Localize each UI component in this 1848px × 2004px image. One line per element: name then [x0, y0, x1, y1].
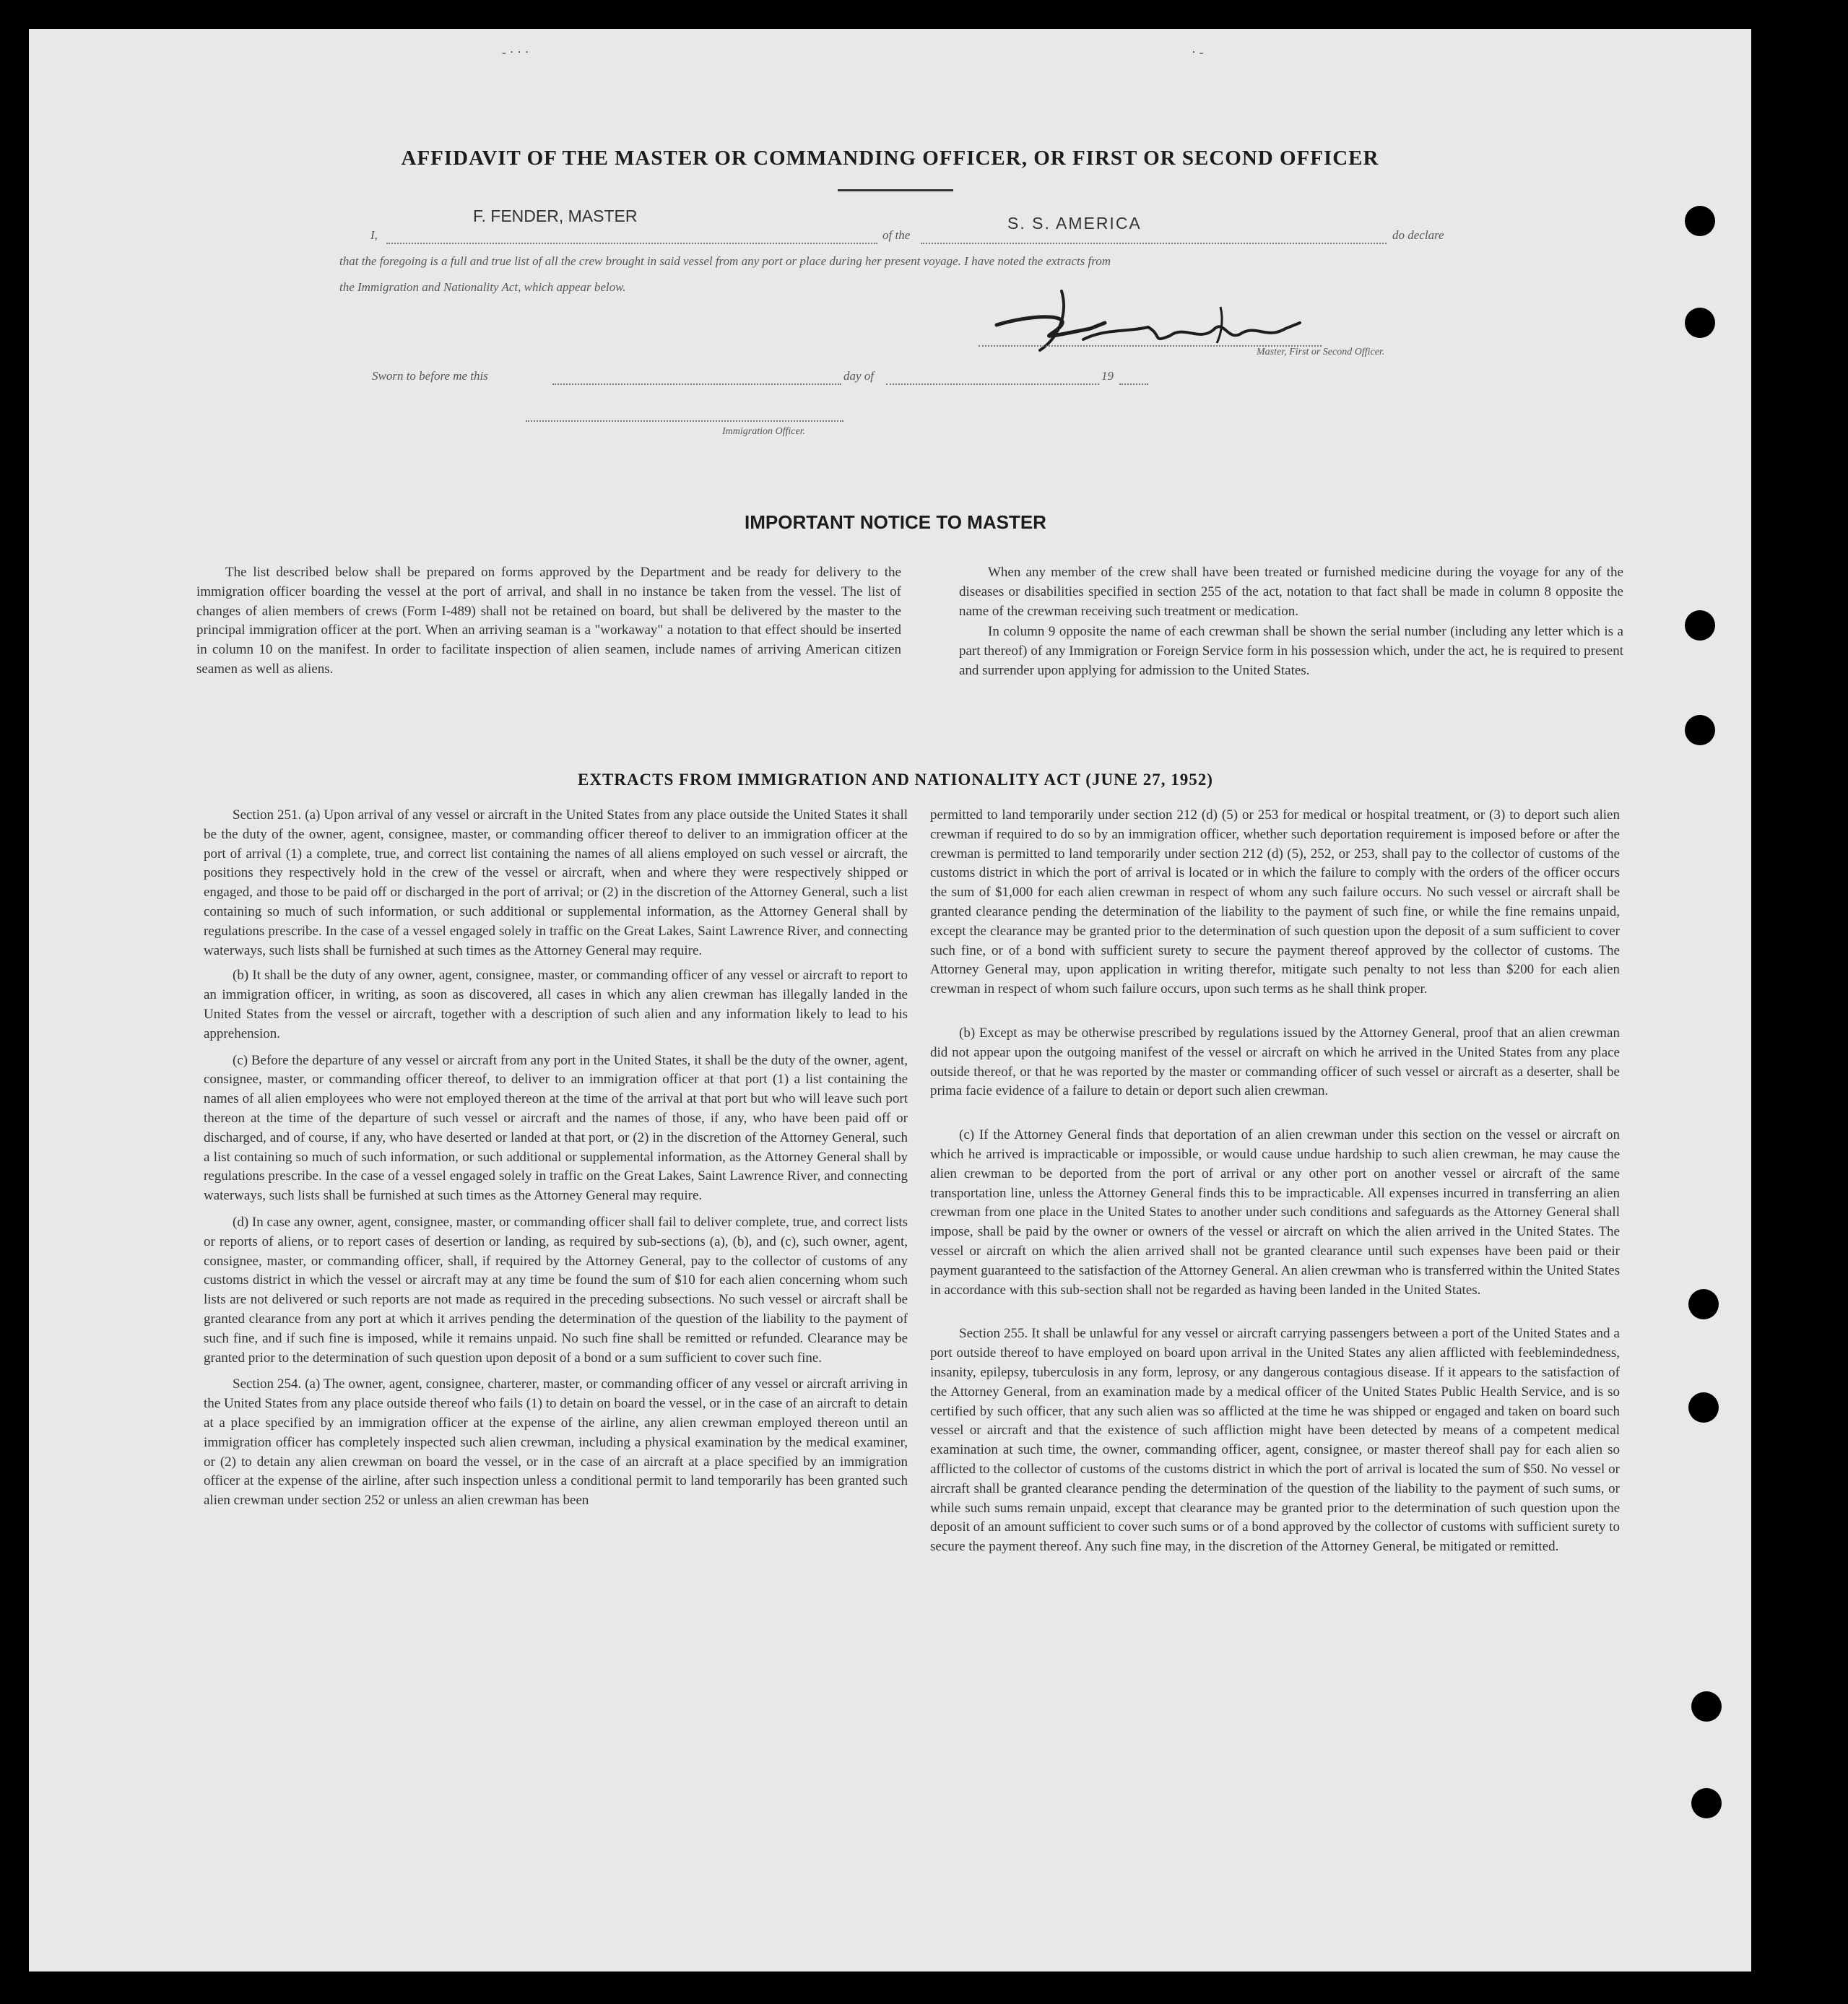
edge-mark: · -	[1192, 45, 1204, 59]
declaration-line-2: the Immigration and Nationality Act, which appear below.	[339, 280, 626, 294]
i-label: I,	[370, 228, 378, 242]
notice-title: IMPORTANT NOTICE TO MASTER	[745, 511, 1046, 533]
section-254-a: Section 254. (a) The owner, agent, consignee, charterer, master, or commanding officer of any vessel or aircraft arriving in the United States from any place outside thereof who fails (1) to detain on board the vessel, or in the case of an aircraft to detain at a place specified by an immigration officer at the expense of the airline, any alien crewman employed thereon until an immigration officer has completely inspected such alien crewman, including a physical examination by the medical examiner, or (2) to detain any alien crewman on board the vessel, or in the case of an aircraft at a place specified by an immigration officer at the expense of the airline, after such inspection unless a conditional permit to land temporarily has been granted such alien crewman under section 252 or unless an alien crewman has been	[204, 1376, 908, 1509]
notice-right-paragraph-2: In column 9 opposite the name of each crewman shall be shown the serial number (including any letter which is a part thereof) of any Immigration or Foreign Service form in his possession which, under the act, he is required to present and surrender upon applying for admission to the United States.	[959, 624, 1623, 678]
extracts-title: EXTRACTS FROM IMMIGRATION AND NATIONALITY ACT (JUNE 27, 1952)	[578, 771, 1213, 789]
punch-hole	[1688, 1289, 1719, 1319]
punch-hole	[1685, 715, 1715, 745]
declaration-line-1: that the foregoing is a full and true list of all the crew brought in said vessel from any port or place during her present voyage. I have noted the extracts from	[339, 254, 1111, 268]
declare-label: do declare	[1392, 228, 1444, 242]
punch-hole	[1685, 610, 1715, 641]
section-251-c: (c) Before the departure of any vessel or aircraft from any port in the United States, it shall be the duty of the owner, agent, consignee, master, or commanding officer thereof, to deliver to an immigration officer at that port (1) a list containing the names of all alien employees who were not employed thereon at the time of the arrival at that port but who will leave such port thereon at the time of the departure of such vessel or aircraft and the names of those, if any, who have been paid off or discharged, and of course, if any, who have deserted or landed at that port, or (2) in the discretion of the Attorney General, such a list containing so much of such information, or such additional or supplemental information, as the Attorney General shall by regulations prescribe. In the case of a vessel engaged solely in traffic on the Great Lakes, Saint Lawrence River, and connecting waterways, such lists shall be furnished at such times as the Attorney General may require.	[204, 1052, 908, 1204]
notice-right-column	[959, 563, 1623, 688]
notice-right-paragraph-1: When any member of the crew shall have been treated or furnished medicine during the voyage for any of the diseases or disabilities specified in section 255 of the act, notation to that fact shall be made in column 8 opposite the name of the crewman receiving such treatment or medication.	[959, 565, 1623, 619]
sworn-label: Sworn to before me this	[372, 369, 488, 383]
notice-left-column	[196, 563, 901, 687]
year-line	[1119, 376, 1148, 385]
title-rule	[838, 189, 953, 191]
name-line	[386, 235, 877, 244]
section-254-a-continued: permitted to land temporarily under section 212 (d) (5) or 253 for medical or hospital treatment, or (3) to deport such alien crewman if required to do so by an immigration officer, whether such deportation requirement is imposed before or after the crewman is permitted to land temporarily under section 212 (d) (5), 252, or 253, shall pay to the collector of customs of the customs district in which the port of arrival is located or in which the failure to comply with the orders of the officer occurs the sum of $1,000 for each alien crewman in respect of whom any such failure occurs. No such vessel or aircraft shall be granted clearance pending the determination of the liability to the payment of such fine, or while the fine remains unpaid, except the clearance may be granted prior to the determination of such question upon the deposit of a sum sufficient to cover such fine, or of a bond with sufficient surety to secure the payment thereof approved by the collector of customs. The Attorney General may, upon application in writing therefor, mitigate such penalty to not less than $200 for each alien crewman in respect of whom such failure occurs, upon such terms as he shall think proper.	[930, 807, 1620, 997]
master-name-field: F. FENDER, MASTER	[473, 207, 638, 225]
section-251-d: (d) In case any owner, agent, consignee, master, or commanding officer shall fail to deliver complete, true, and correct lists or reports of aliens, or to report cases of desertion or landing, as required by sub-sections (a), (b), and (c), such owner, agent, consignee, master, or commanding officer, shall, if required by the Attorney General, pay to the collector of customs of any customs district in which the vessel or aircraft may at any time be found the sum of $10 for each alien concerning whom such lists are not delivered or such reports are not made as required in the preceding subsections. No such vessel or aircraft shall be granted clearance from any port at which it arrives pending the determination of the question of the liability to the payment of such fine, and if such fine is imposed, while it remains unpaid. No such fine shall be remitted or refunded. Clearance may be granted prior to the determination of such question upon deposit of a bond or a sum sufficient to cover such fine.	[204, 1214, 908, 1366]
punch-hole	[1691, 1691, 1722, 1722]
punch-hole	[1685, 206, 1715, 236]
day-of-label: day of	[843, 369, 875, 383]
edge-mark: - · · ·	[502, 45, 529, 59]
section-254-c: (c) If the Attorney General finds that deportation of an alien crewman under this section on the vessel or aircraft on which he arrived is impracticable or impossible, or would cause undue hardship to such alien crewman, he may cause the alien crewman to be deported from the port of arrival or any other port on another vessel or aircraft of the same transportation line, unless the Attorney General finds this to be impracticable. All expenses incurred in transferring an alien crewman from one place in the United States to another under such conditions and safeguards as the Attorney General shall impose, shall be paid by the owner or owners of the vessel or aircraft on which the alien arrived in the United States. The vessel or aircraft on which the alien arrived shall not be granted clearance until such expenses have been paid or their payment guaranteed to the satisfaction of the Attorney General. An alien crewman who is transferred within the United States in accordance with this sub-section shall not be regarded as having been landed in the United States.	[930, 1127, 1620, 1298]
officer-signature-line	[526, 413, 843, 422]
extracts-right-column	[930, 806, 1620, 1564]
punch-hole	[1691, 1788, 1722, 1818]
sworn-day-line	[552, 376, 841, 385]
signer-caption: Master, First or Second Officer.	[1257, 347, 1385, 357]
section-251-b: (b) It shall be the duty of any owner, agent, consignee, master, or commanding officer of any vessel or aircraft to report to an immigration officer, in writing, as soon as discovered, all cases in which any alien crewman has illegally landed in the United States from the vessel or aircraft, together with a description of such alien and any information likely to lead to his apprehension.	[204, 968, 908, 1041]
of-the-label: of the	[882, 228, 911, 242]
vessel-line	[921, 235, 1387, 244]
punch-hole	[1685, 308, 1715, 338]
notice-left-paragraph: The list described below shall be prepared on forms approved by the Department and be ready for delivery to the immigration officer boarding the vessel at the port of arrival, and shall in no instance be taken from the vessel. The list of changes of alien members of crews (Form I-489) shall not be retained on board, but shall be delivered by the master to the principal immigration officer at the port. When an arriving seaman is a "workaway" a notation to that effect should be inserted in column 10 on the manifest. In order to facilitate inspection of alien seamen, include names of arriving American citizen seamen as well as aliens.	[196, 565, 901, 677]
section-255: Section 255. It shall be unlawful for any vessel or aircraft carrying passengers between a port of the United States and a port outside thereof to have employed on board upon arrival in the United States any alien afflicted with feeblemindedness, insanity, epilepsy, tuberculosis in any form, leprosy, or any dangerous contagious disease. If it appears to the satisfaction of the Attorney General, from an examination made by a medical officer of the United States Public Health Service, and is so certified by such officer, that any such alien was so afflicted at the time he was shipped or engaged and taken on board such vessel or aircraft and that the existence of such affliction might have been detected by means of a competent medical examination at such time, the owner, commanding officer, agent, consignee, or master thereof shall pay for each alien so afflicted to the collector of customs of the customs district in which the port of arrival is located the sum of $50. No vessel or aircraft shall be granted clearance pending the determination of the question of the liability to the payment of such sums, or while such sums remain unpaid, except that clearance may be granted prior to the determination of such question upon the deposit of an amount sufficient to cover such sums or of a bond approved by the collector of customs with sufficient surety to secure the payment thereof. Any such fine may, in the discretion of the Attorney General, be mitigated or remitted.	[930, 1326, 1620, 1555]
signature-line	[979, 338, 1322, 347]
document-page	[29, 29, 1751, 1972]
punch-hole	[1688, 1392, 1719, 1423]
extracts-left-column	[204, 806, 908, 1518]
year-label: 19	[1101, 369, 1114, 383]
month-line	[886, 376, 1099, 385]
officer-caption: Immigration Officer.	[722, 426, 806, 437]
section-254-b: (b) Except as may be otherwise prescribed by regulations issued by the Attorney General, proof that an alien crewman did not appear upon the outgoing manifest of the vessel or aircraft on which he arrived in the United States from any place outside thereof, or that he was reported by the master or commanding officer of such vessel or aircraft as a deserter, shall be prima facie evidence of a failure to detain or deport such alien crewman.	[930, 1025, 1620, 1099]
vessel-name-field: S. S. AMERICA	[1007, 214, 1142, 233]
affidavit-title: AFFIDAVIT OF THE MASTER OR COMMANDING OFFICER, OR FIRST OR SECOND OFFICER	[401, 147, 1379, 170]
section-251-a: Section 251. (a) Upon arrival of any vessel or aircraft in the United States from any place outside the United States it shall be the duty of the owner, agent, consignee, master, or commanding officer thereof to deliver to an immigration officer at the port of arrival (1) a complete, true, and correct list containing the names of all aliens employed on such vessel or aircraft, the positions they respectively hold in the crew of the vessel or aircraft, when and where they were respectively shipped or engaged, and those to be paid off or discharged in the port of arrival; or (2) in the discretion of the Attorney General, such a list containing so much of such information, or such additional or supplemental information, as the Attorney General shall by regulations prescribe. In the case of a vessel engaged solely in traffic on the Great Lakes, Saint Lawrence River, and connecting waterways, such lists shall be furnished at such times as the Attorney General may require.	[204, 807, 908, 958]
